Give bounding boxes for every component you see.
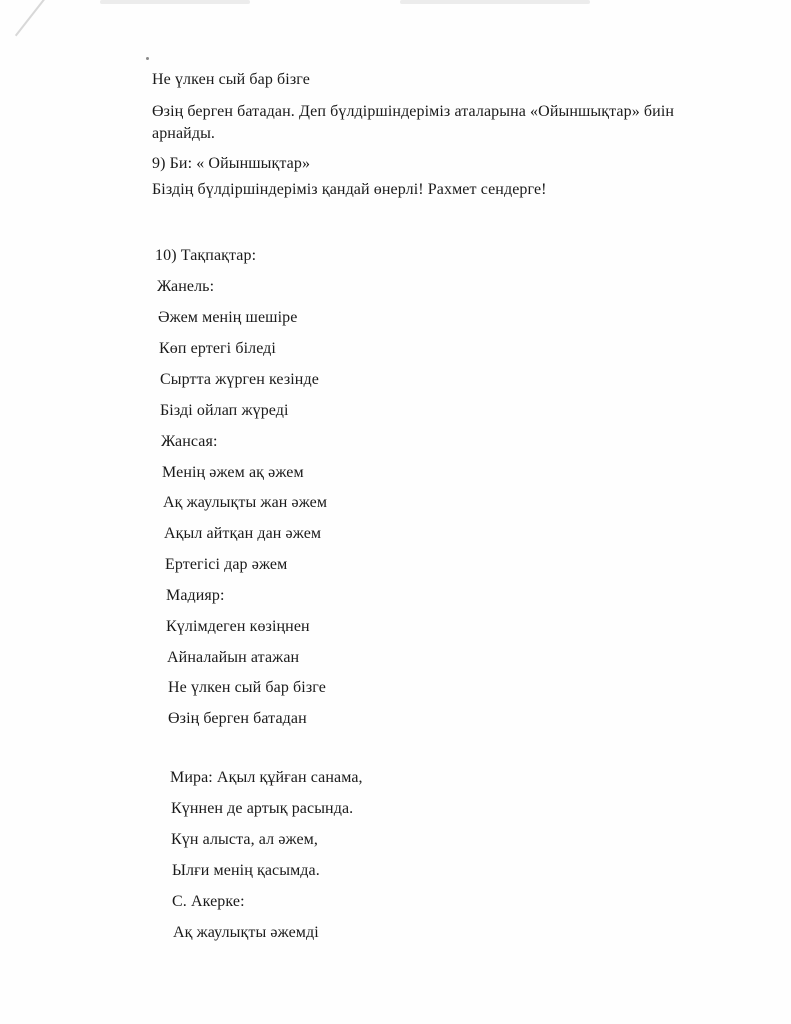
text-line: арнайды. xyxy=(152,125,216,142)
section-heading-dance: 9) Би: « Ойыншықтар» xyxy=(152,155,311,172)
poem-line: Күн алыста, ал әжем, xyxy=(171,831,318,848)
scan-smudge xyxy=(100,0,250,4)
speaker-name: С. Акерке: xyxy=(172,893,245,910)
poem-line: Өзің берген батадан xyxy=(168,710,307,727)
section-heading-poems: 10) Тақпақтар: xyxy=(155,247,257,264)
text-line: Не үлкен сый бар бізге xyxy=(152,71,310,88)
poem-line: Күлімдеген көзіңнен xyxy=(166,618,310,635)
text-line: Өзің берген батадан. Деп бүлдіршіндеріміз аталарына «Ойыншықтар» биін xyxy=(152,103,675,120)
scan-smudge xyxy=(400,0,590,4)
scan-speck xyxy=(146,57,149,60)
speaker-name: Жансая: xyxy=(161,433,218,450)
speaker-name: Жанель: xyxy=(157,278,215,295)
poem-line: Әжем менің шешіре xyxy=(158,309,298,326)
poem-line: Күннен де артық расында. xyxy=(171,800,354,817)
speaker-name: Мадияр: xyxy=(166,587,225,604)
poem-line: Менің әжем ақ әжем xyxy=(162,464,304,481)
poem-line: Бізді ойлап жүреді xyxy=(160,402,289,419)
poem-line: Не үлкен сый бар бізге xyxy=(168,679,326,696)
poem-line: Айналайын атажан xyxy=(167,649,300,666)
poem-line: Ылғи менің қасымда. xyxy=(172,862,320,879)
scan-edge-mark xyxy=(15,0,60,36)
speaker-line: Мира: Ақыл құйған санама, xyxy=(170,769,363,786)
poem-line: Ертегісі дар әжем xyxy=(165,556,288,573)
poem-line: Ақ жаулықты әжемді xyxy=(173,924,319,941)
poem-line: Ақыл айтқан дан әжем xyxy=(164,525,322,542)
text-line: Біздің бүлдіршіндеріміз қандай өнерлі! Рахмет сендерге! xyxy=(152,181,547,198)
poem-line: Ақ жаулықты жан әжем xyxy=(163,494,328,511)
poem-line: Көп ертегі біледі xyxy=(159,340,276,357)
poem-line: Сыртта жүрген кезінде xyxy=(160,371,319,388)
